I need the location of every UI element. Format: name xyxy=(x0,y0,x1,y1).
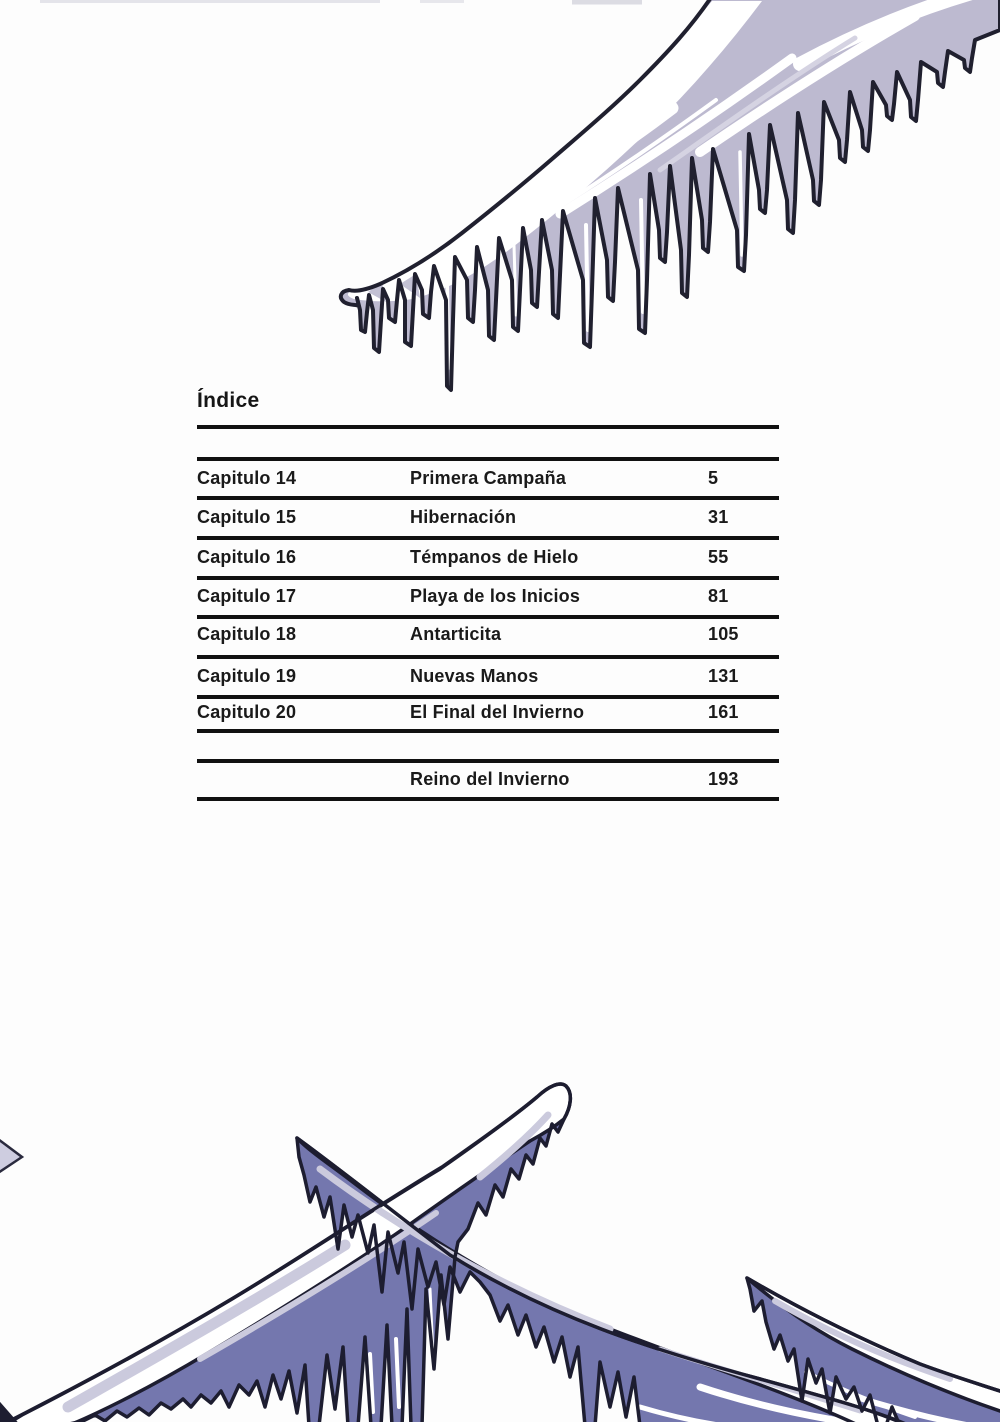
chapter-title: Playa de los Inicios xyxy=(410,586,581,606)
rule-line xyxy=(197,536,779,540)
toc-row xyxy=(197,584,779,608)
index-title: Índice xyxy=(197,389,260,412)
chapter-label: Capitulo 16 xyxy=(197,547,297,567)
top-edge-sliver xyxy=(572,0,642,5)
rule-line xyxy=(197,576,779,580)
page-number: 105 xyxy=(708,624,739,644)
chapter-label: Capitulo 17 xyxy=(197,586,297,606)
chapter-title: Antarticita xyxy=(410,624,502,644)
ice-shading-wedge xyxy=(368,282,386,302)
page-number: 131 xyxy=(708,666,739,686)
ice-shelf-body xyxy=(341,0,1000,390)
ridge-outline xyxy=(297,1138,910,1422)
toc-row xyxy=(197,622,779,646)
rule-line xyxy=(197,695,779,699)
chapter-title: El Final del Invierno xyxy=(410,702,585,722)
chapter-title: Hibernación xyxy=(410,507,517,527)
rule-line xyxy=(197,425,779,429)
top-edge-sliver xyxy=(40,0,380,3)
chapter-title: Reino del Invierno xyxy=(410,769,570,789)
chapter-title: Témpanos de Hielo xyxy=(410,547,579,567)
chapter-title: Nuevas Manos xyxy=(410,666,539,686)
chapter-title: Primera Campaña xyxy=(410,468,567,488)
right-small-ridge-body xyxy=(747,1278,1000,1422)
toc-row xyxy=(197,466,779,490)
corner-dark-wedge xyxy=(0,1395,22,1422)
left-edge-ice-chip xyxy=(0,1139,22,1173)
ice-shelf-snow-stripe xyxy=(348,1,762,301)
rule-line xyxy=(197,729,779,733)
rule-line xyxy=(197,496,779,500)
rule-line xyxy=(197,759,779,763)
ridge-outline xyxy=(747,1278,1000,1422)
page-number: 5 xyxy=(708,468,719,488)
page-number: 193 xyxy=(708,769,739,789)
toc-row xyxy=(197,664,779,688)
page-number: 55 xyxy=(708,547,729,567)
rule-line xyxy=(197,457,779,461)
toc-row xyxy=(197,545,779,569)
ice-shelf-outline xyxy=(341,0,1000,390)
chapter-label: Capitulo 19 xyxy=(197,666,297,686)
toc-row xyxy=(197,700,779,724)
page-number: 81 xyxy=(708,586,729,606)
toc-row xyxy=(197,505,779,529)
top-edge-sliver xyxy=(420,0,464,3)
chapter-label: Capitulo 14 xyxy=(197,468,297,488)
page-number: 161 xyxy=(708,702,739,722)
icicle-highlight-streaks xyxy=(370,1289,990,1422)
rule-line xyxy=(197,615,779,619)
bottom-ice-ridges-illustration xyxy=(0,1077,1000,1422)
ice-shading-wedge xyxy=(400,274,420,298)
chapter-label: Capitulo 18 xyxy=(197,624,297,644)
rule-line xyxy=(197,655,779,659)
right-descending-ridge-snow-band xyxy=(297,1138,908,1422)
left-mountain-snow-band xyxy=(0,1084,570,1422)
chapter-label: Capitulo 15 xyxy=(197,507,297,527)
left-mountain-ridge-body xyxy=(0,1084,570,1422)
top-ice-shelf-illustration xyxy=(0,0,1000,400)
chapter-label: Capitulo 20 xyxy=(197,702,297,722)
right-descending-ridge-body xyxy=(297,1138,910,1422)
ridge-outline xyxy=(0,1084,570,1422)
page-number: 31 xyxy=(708,507,729,527)
ice-highlight-streaks xyxy=(432,0,975,368)
rule-line xyxy=(197,797,779,801)
snow-band-shading-streaks xyxy=(68,1115,950,1411)
toc-row xyxy=(197,767,779,791)
right-small-ridge-snow-band xyxy=(747,1278,1000,1413)
